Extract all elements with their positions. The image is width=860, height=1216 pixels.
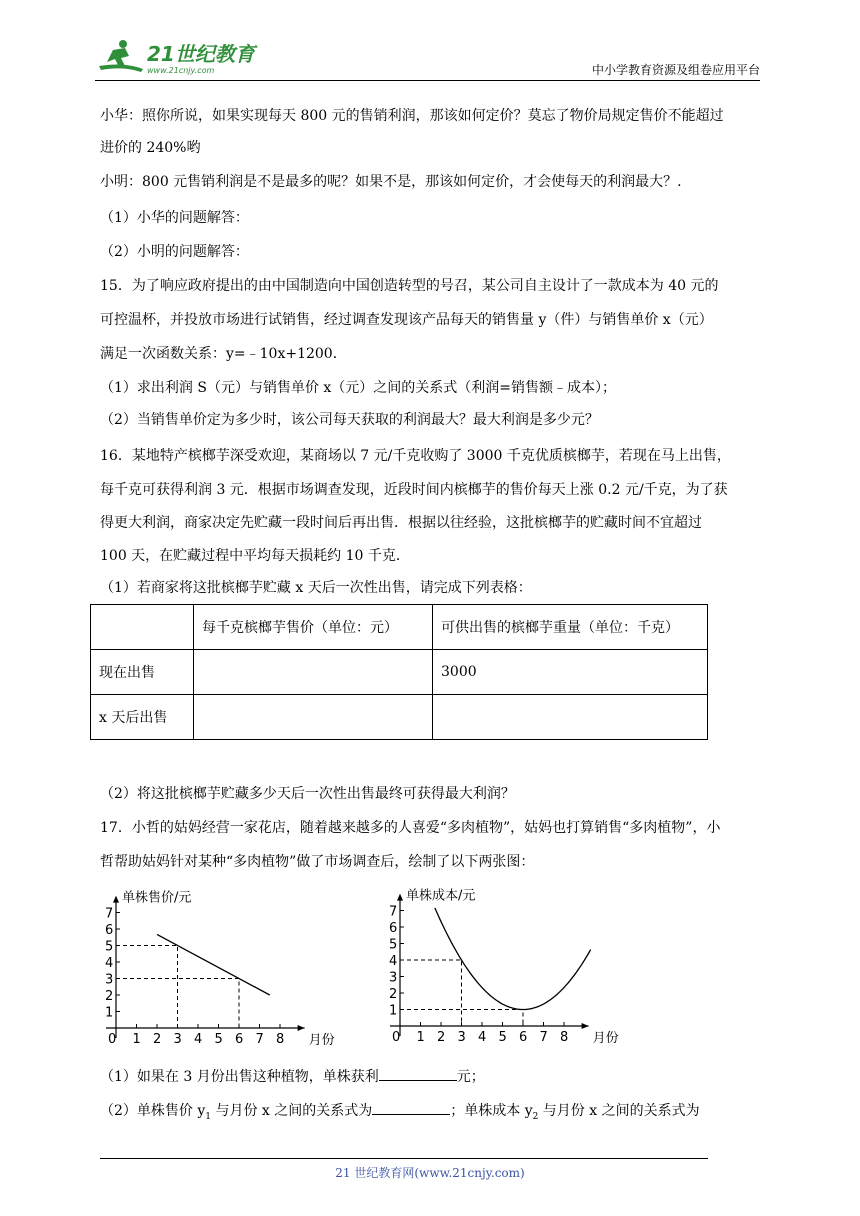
site-logo bbox=[95, 36, 265, 76]
q17-part-1 bbox=[100, 1066, 485, 1087]
q17-part-1-suffix: 元； bbox=[456, 1069, 485, 1085]
q15-line-2: 可控温杯，并投放市场进行试销售，经过调查发现该产品每天的销售量 y（件）与销售单价 x（元） bbox=[100, 312, 713, 328]
q17-line-2: 哲帮助姑妈针对某种“多肉植物”做了市场调查后，绘制了以下两张图： bbox=[100, 854, 535, 870]
guide-line bbox=[400, 960, 462, 1026]
table-cell: 3000 bbox=[433, 650, 708, 695]
q16-table bbox=[90, 604, 708, 740]
y-axis-label: 单株成本/元 bbox=[406, 888, 476, 904]
q17-part-2-text2: ；单株成本 y bbox=[450, 1103, 533, 1119]
y-tick-label: 5 bbox=[105, 939, 114, 955]
y-tick-label: 3 bbox=[389, 970, 398, 986]
dialog-line-2: 进价的 240%哟 bbox=[100, 140, 201, 156]
table-cell bbox=[194, 650, 433, 695]
page-header bbox=[95, 36, 760, 80]
q17-part-2-prefix: （2）单株售价 y bbox=[100, 1103, 206, 1119]
y-tick-label: 4 bbox=[389, 954, 398, 969]
x-tick-label: 2 bbox=[153, 1032, 162, 1047]
q16-line-3: 得更大利润，商家决定先贮藏一段时间后再出售．根据以往经验，这批槟榔芋的贮藏时间不宜超过 bbox=[100, 515, 702, 531]
x-tick-label: 3 bbox=[173, 1032, 182, 1047]
x-tick-label: 0 bbox=[108, 1032, 117, 1047]
y-tick-label: 5 bbox=[389, 937, 398, 953]
header-divider bbox=[95, 80, 760, 81]
q17-line-1: 17．小哲的姑妈经营一家花店，随着越来越多的人喜爱“多肉植物”，姑妈也打算销售“多肉植物”，小 bbox=[100, 820, 721, 836]
q16-line-4: 100 天，在贮藏过程中平均每天损耗约 10 千克． bbox=[100, 548, 410, 564]
table-cell bbox=[433, 695, 708, 740]
subscript-1: 1 bbox=[205, 1111, 212, 1122]
answer-blank[interactable] bbox=[372, 1100, 450, 1115]
x-tick-label: 4 bbox=[194, 1032, 203, 1047]
q15-line-5: （2）当销售单价定为多少时，该公司每天获取的利润最大？最大利润是多少元？ bbox=[100, 412, 599, 428]
y-tick-label: 2 bbox=[105, 989, 114, 1004]
x-tick-label: 5 bbox=[214, 1032, 223, 1047]
q16-line-1: 16．某地特产槟榔芋深受欢迎，某商场以 7 元/千克收购了 3000 千克优质槟榔芋，若现在马上出售， bbox=[100, 448, 731, 464]
guide-line bbox=[116, 946, 178, 1029]
x-tick-label: 5 bbox=[498, 1030, 507, 1045]
q17-part-2-suffix: 与月份 x 之间的关系式为 bbox=[538, 1103, 700, 1119]
q16-line-6: （2）将这批槟榔芋贮藏多少天后一次性出售最终可获得最大利润？ bbox=[100, 786, 515, 802]
y-tick-label: 6 bbox=[105, 923, 114, 938]
x-tick-label: 6 bbox=[235, 1032, 244, 1047]
series-line bbox=[435, 908, 591, 1010]
y-tick-label: 7 bbox=[389, 904, 398, 920]
y-tick-label: 1 bbox=[105, 1005, 114, 1021]
footer-text: 21 世纪教育网(www.21cnjy.com) bbox=[335, 1166, 525, 1180]
q16-line-2: 每千克可获得利润 3 元．根据市场调查发现，近段时间内槟榔芋的售价每天上涨 0.2 元/千克，为了获 bbox=[100, 482, 728, 498]
q15-line-3: 满足一次函数关系：y=﹣10x+1200． bbox=[100, 346, 347, 362]
y-tick-label: 6 bbox=[389, 921, 398, 936]
x-tick-label: 2 bbox=[437, 1030, 446, 1045]
y-axis-arrow bbox=[397, 894, 403, 901]
subscript-2: 2 bbox=[532, 1111, 539, 1122]
dialog-line-3: 小明：800 元售销利润是不是最多的呢？如果不是，那该如何定价，才会使每天的利润最大？. bbox=[100, 174, 682, 190]
footer-divider bbox=[100, 1158, 708, 1159]
price-chart bbox=[90, 880, 335, 1060]
y-axis-arrow bbox=[113, 896, 119, 903]
x-tick-label: 6 bbox=[519, 1030, 528, 1045]
y-axis-label: 单株售价/元 bbox=[122, 890, 192, 906]
x-tick-label: 7 bbox=[539, 1030, 548, 1045]
q15-line-4: （1）求出利润 S（元）与销售单价 x（元）之间的关系式（利润=销售额﹣成本）； bbox=[100, 380, 617, 396]
logo-main-text: 21世纪教育 bbox=[147, 42, 255, 66]
y-tick-label: 3 bbox=[105, 972, 114, 988]
series-line bbox=[157, 934, 270, 995]
table-cell: 每千克槟榔芋售价（单位：元） bbox=[194, 605, 433, 650]
x-tick-label: 1 bbox=[416, 1030, 425, 1045]
table-cell: 可供出售的槟榔芋重量（单位：千克） bbox=[433, 605, 708, 650]
q17-part-1-prefix: （1）如果在 3 月份出售这种植物，单株获利 bbox=[100, 1069, 379, 1085]
question-part-1: （1）小华的问题解答： bbox=[100, 210, 249, 226]
x-axis-label: 月份 bbox=[308, 1033, 335, 1048]
y-tick-label: 7 bbox=[105, 906, 114, 922]
question-part-2: （2）小明的问题解答： bbox=[100, 244, 249, 260]
table-cell: 现在出售 bbox=[91, 650, 194, 695]
x-tick-label: 8 bbox=[276, 1032, 285, 1047]
x-tick-label: 0 bbox=[392, 1030, 401, 1045]
table-cell bbox=[194, 695, 433, 740]
q17-part-2 bbox=[100, 1100, 700, 1127]
x-axis-arrow bbox=[298, 1025, 305, 1031]
table-row bbox=[91, 695, 708, 740]
x-tick-label: 8 bbox=[560, 1030, 569, 1045]
x-tick-label: 3 bbox=[457, 1030, 466, 1045]
y-tick-label: 2 bbox=[389, 987, 398, 1002]
q17-part-2-text1: 与月份 x 之间的关系式为 bbox=[211, 1103, 373, 1119]
dialog-line-1: 小华：照你所说，如果实现每天 800 元的售销利润，那该如何定价？莫忘了物价局规定售价不能超过 bbox=[100, 108, 724, 124]
x-axis-arrow bbox=[582, 1023, 589, 1029]
x-tick-label: 7 bbox=[255, 1032, 264, 1047]
logo-url-text: www.21cnjy.com bbox=[147, 66, 215, 75]
y-tick-label: 1 bbox=[389, 1003, 398, 1019]
table-row bbox=[91, 650, 708, 695]
x-tick-label: 4 bbox=[478, 1030, 487, 1045]
table-cell bbox=[91, 605, 194, 650]
q15-line-1: 15．为了响应政府提出的由中国制造向中国创造转型的号召，某公司自主设计了一款成本为 40 元的 bbox=[100, 278, 719, 294]
cost-chart bbox=[370, 878, 620, 1060]
q16-line-5: （1）若商家将这批槟榔芋贮藏 x 天后一次性出售，请完成下列表格： bbox=[100, 580, 532, 596]
platform-name: 中小学教育资源及组卷应用平台 bbox=[591, 63, 760, 77]
table-cell: x 天后出售 bbox=[91, 695, 194, 740]
x-axis-label: 月份 bbox=[592, 1031, 619, 1046]
table-header-row bbox=[91, 605, 708, 650]
x-tick-label: 1 bbox=[132, 1032, 141, 1047]
y-tick-label: 4 bbox=[105, 956, 114, 971]
answer-blank[interactable] bbox=[379, 1066, 457, 1081]
